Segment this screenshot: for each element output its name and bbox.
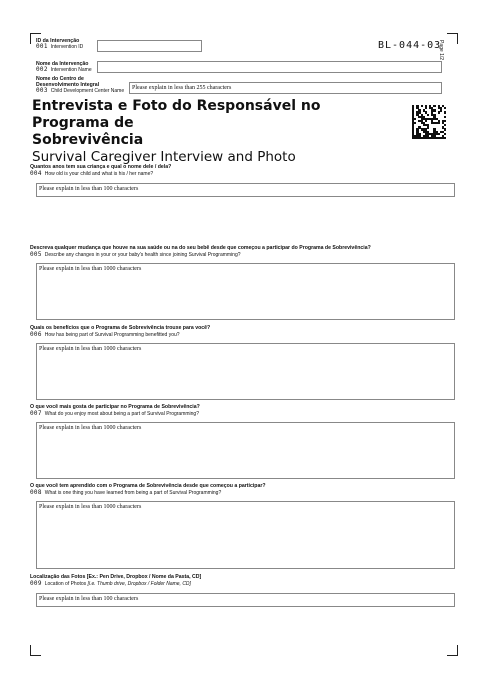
- field-number: 005: [30, 251, 42, 258]
- barcode-module: [425, 107, 427, 109]
- title-pt-line2: Sobrevivência: [32, 132, 144, 148]
- barcode-module: [414, 118, 416, 120]
- barcode-module: [444, 111, 446, 113]
- title-pt-line1: Entrevista e Foto do Responsável no Programa de: [32, 98, 321, 131]
- child-age-name-input[interactable]: Please explain in less than 100 characters: [36, 183, 455, 197]
- barcode-module: [444, 128, 446, 130]
- cdc-name-label: [36, 76, 128, 94]
- barcode-module: [427, 126, 429, 128]
- question-008: [30, 483, 450, 496]
- photo-location-input[interactable]: Please explain in less than 100 characters: [36, 593, 455, 607]
- question-label-en: Location of Photos: [44, 581, 87, 587]
- field-number: 003: [36, 87, 48, 94]
- corner-mark-top-right: [447, 33, 458, 44]
- cdc-name-label-en: Child Development Center Name: [50, 88, 125, 94]
- barcode-module: [444, 107, 446, 109]
- barcode-module: [427, 114, 429, 116]
- question-label-en: Describe any changes in your or your baby's health since joining Survival Programming?: [44, 252, 241, 258]
- question-label-pt: Quais os benefícios que o Programa de Sobrevivência trouxe para você?: [30, 325, 211, 331]
- corner-mark-bottom-left: [30, 645, 41, 656]
- barcode-module: [444, 120, 446, 122]
- field-number: 002: [36, 66, 48, 73]
- barcode-module: [433, 109, 435, 111]
- datamatrix-barcode: [412, 105, 446, 139]
- form-code: BL-044-03: [378, 40, 442, 51]
- barcode-module: [444, 124, 446, 126]
- barcode-module: [438, 133, 440, 135]
- question-label-en: How has being part of Survival Programming benefitted you?: [44, 332, 180, 338]
- question-label-en: What is one thing you have learned from being a part of Survival Programming?: [44, 490, 222, 496]
- health-changes-textarea[interactable]: Please explain in less than 1000 characters: [36, 263, 455, 320]
- intervention-id-input[interactable]: [97, 40, 202, 52]
- barcode-module: [444, 133, 446, 135]
- question-label-pt: O que você mais gosta de participar no Programa de Sobrevivência?: [30, 404, 200, 410]
- barcode-module: [444, 137, 446, 139]
- field-number: 009: [30, 580, 42, 587]
- question-label-pt: Quantos anos tem sua criança e qual o nome dele / dela?: [30, 164, 172, 170]
- question-label-en: How old is your child and what is his / her name?: [44, 171, 154, 177]
- question-005: [30, 245, 450, 258]
- barcode-module: [421, 105, 423, 107]
- page-label: Page 1/2: [438, 40, 444, 61]
- question-label-pt: Localização das Fotos [Ex.: Pen Drive, Dropbox / Nome da Pasta, CD]: [30, 574, 202, 580]
- intervention-name-input[interactable]: [97, 61, 442, 73]
- field-number: 006: [30, 331, 42, 338]
- barcode-module: [444, 116, 446, 118]
- intervention-id-label-pt: ID da Intervenção: [36, 38, 80, 44]
- barcode-module: [438, 122, 440, 124]
- field-number: 004: [30, 170, 42, 177]
- question-label-en-hint: [i.e. Thumb drive, Dropbox / Folder Name, CD]: [87, 581, 191, 587]
- question-006: [30, 325, 450, 338]
- barcode-module: [414, 122, 416, 124]
- cdc-name-input[interactable]: Please explain in less than 255 characters: [129, 82, 442, 94]
- benefits-textarea[interactable]: Please explain in less than 1000 characters: [36, 343, 455, 400]
- intervention-name-label-en: Intervention Name: [50, 67, 92, 73]
- barcode-module: [425, 120, 427, 122]
- barcode-module: [440, 109, 442, 111]
- corner-mark-bottom-right: [447, 645, 458, 656]
- question-label-pt: O que você tem aprendido com o Programa de Sobrevivência desde que começou a participar?: [30, 483, 266, 489]
- question-label-en: What do you enjoy most about being a part of Survival Programming?: [44, 411, 199, 417]
- field-number: 001: [36, 43, 48, 50]
- question-009: [30, 574, 450, 587]
- title-en: Survival Caregiver Interview and Photo: [32, 149, 296, 165]
- question-007: [30, 404, 450, 417]
- field-number: 007: [30, 410, 42, 417]
- cdc-name-label-pt: Nome do Centro de Desenvolvimento Integral: [36, 76, 100, 88]
- barcode-module: [433, 105, 435, 107]
- intervention-name-label: [36, 61, 96, 73]
- intervention-name-label-pt: Nome da Intervenção: [36, 61, 89, 67]
- intervention-id-label-en: Intervention ID: [50, 44, 84, 50]
- enjoy-most-textarea[interactable]: Please explain in less than 1000 characters: [36, 422, 455, 479]
- field-number: 008: [30, 489, 42, 496]
- question-004: [30, 164, 450, 177]
- form-title: [32, 98, 402, 165]
- barcode-module: [438, 111, 440, 113]
- learned-textarea[interactable]: Please explain in less than 1000 characters: [36, 501, 455, 569]
- question-label-pt: Descreva qualquer mudança que houve na sua saúde ou na do seu bebê desde que começou a participar do Programa de Sobrevivência?: [30, 245, 371, 251]
- intervention-id-label: [36, 38, 96, 50]
